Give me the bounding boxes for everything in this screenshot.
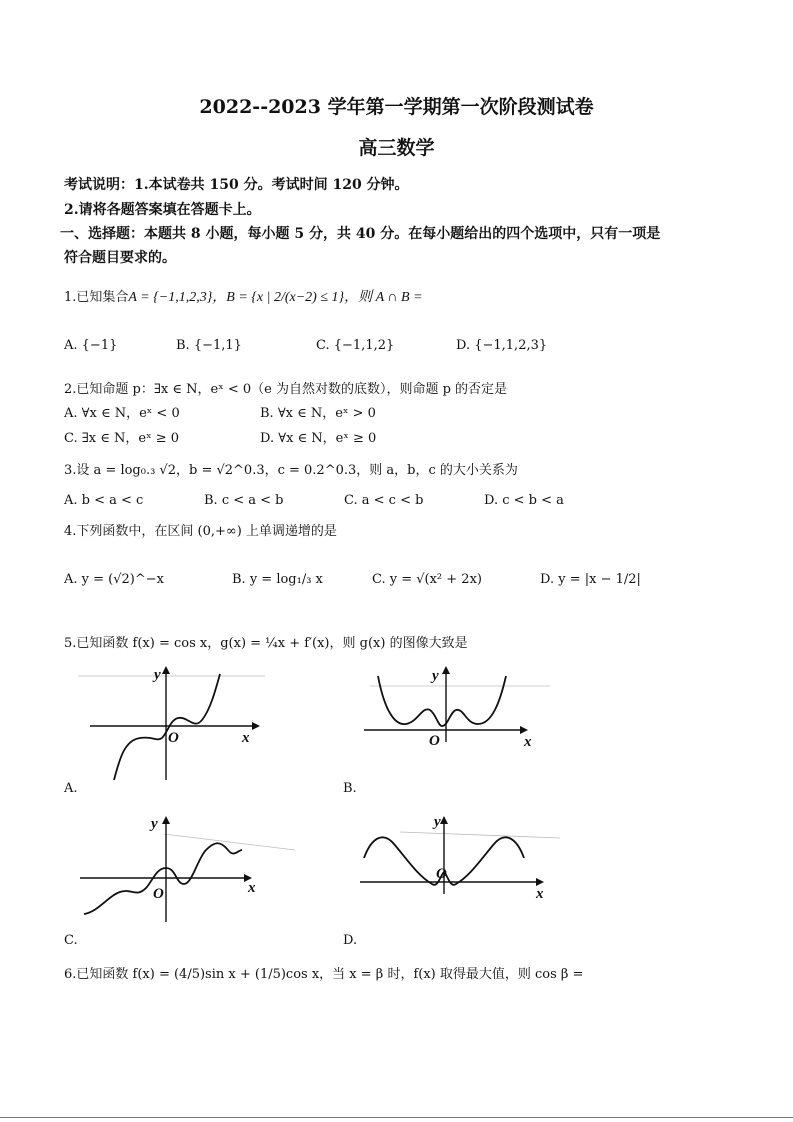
answer-instructions: 2.请将各题答案填在答题卡上。	[64, 202, 261, 218]
question-1-option-d[interactable]: D. {−1,1,2,3}	[456, 338, 548, 353]
graph-a-y-label: y	[154, 667, 161, 683]
question-4-option-d[interactable]: D. y = |x − 1/2|	[540, 572, 641, 587]
graph-d-x-arrow	[536, 878, 544, 886]
question-3-stem: 3.设 a = log₀.₃ √2，b = √2^0.3，c = 0.2^0.3，则 a，b，c 的大小关系为	[64, 463, 518, 478]
question-3-option-a[interactable]: A. b < a < c	[64, 493, 144, 508]
graph-c-y-label: y	[151, 816, 158, 832]
graph-a-label: A.	[64, 781, 78, 796]
graph-d-guide-line	[400, 832, 560, 838]
graph-b-y-arrow	[442, 666, 450, 674]
graph-c-origin-label: O	[153, 886, 164, 902]
exam-title: 2022--2023 学年第一学期第一次阶段测试卷	[199, 96, 594, 118]
question-3-option-b[interactable]: B. c < a < b	[204, 493, 284, 508]
question-3-option-c[interactable]: C. a < c < b	[344, 493, 424, 508]
question-3-option-d[interactable]: D. c < b < a	[484, 493, 564, 508]
question-1-prefix: 1.已知集合	[64, 290, 129, 305]
graph-b-y-label: y	[432, 668, 439, 684]
graph-b-origin-label: O	[429, 733, 440, 749]
graph-a[interactable]	[70, 662, 270, 782]
question-1-math: A = {−1,1,2,3}，B = {x | 2/(x−2) ≤ 1}，则 A ∩ B =	[128, 290, 423, 305]
graph-c-y-arrow	[162, 816, 170, 824]
graph-a-x-arrow	[252, 722, 260, 730]
graph-d-label: D.	[343, 933, 358, 948]
graph-c-guide-line	[164, 834, 295, 850]
graph-c-x-label: x	[248, 880, 256, 896]
question-1-option-a[interactable]: A. {−1}	[64, 338, 118, 353]
subject-title: 高三数学	[358, 137, 435, 159]
graph-b-curve	[378, 676, 506, 726]
graph-a-curve	[114, 674, 220, 780]
graph-d-origin-label: O	[436, 866, 447, 882]
graph-b-x-arrow	[520, 726, 528, 734]
graph-b-x-label: x	[524, 734, 532, 750]
exam-instructions: 考试说明：1.本试卷共 150 分。考试时间 120 分钟。	[64, 177, 409, 193]
section-heading: 一、选择题：本题共 8 小题，每小题 5 分，共 40 分。在每小题给出的四个选项中，只有一项是	[60, 226, 661, 242]
question-2-option-b[interactable]: B. ∀x ∈ N，eˣ > 0	[260, 406, 376, 421]
graph-d[interactable]	[360, 812, 560, 932]
question-4-option-a[interactable]: A. y = (√2)^−x	[64, 572, 164, 587]
graph-b-label: B.	[343, 781, 357, 796]
question-2-stem: 2.已知命题 p：∃x ∈ N，eˣ < 0（e 为自然对数的底数），则命题 p 的否定是	[64, 382, 508, 397]
graph-a-x-label: x	[242, 730, 250, 746]
question-1-stem	[64, 286, 423, 306]
question-4-option-b[interactable]: B. y = log₁/₃ x	[232, 572, 323, 587]
question-4-stem: 4.下列函数中，在区间 (0,+∞) 上单调递增的是	[64, 524, 337, 539]
question-2-option-d[interactable]: D. ∀x ∈ N，eˣ ≥ 0	[260, 431, 377, 446]
question-1-option-b[interactable]: B. {−1,1}	[176, 338, 242, 353]
graph-c-label: C.	[64, 933, 78, 948]
graph-d-y-arrow	[440, 816, 448, 824]
graph-d-y-label: y	[434, 814, 441, 830]
question-4-option-c[interactable]: C. y = √(x² + 2x)	[372, 572, 482, 587]
graph-a-origin-label: O	[168, 730, 179, 746]
question-2-option-c[interactable]: C. ∃x ∈ N，eˣ ≥ 0	[64, 431, 180, 446]
page-bottom-border	[0, 1117, 793, 1118]
graph-d-x-label: x	[536, 886, 544, 902]
question-6-stem: 6.已知函数 f(x) = (4/5)sin x + (1/5)cos x，当 x = β 时，f(x) 取得最大值，则 cos β =	[64, 967, 584, 982]
question-2-option-a[interactable]: A. ∀x ∈ N，eˣ < 0	[64, 406, 180, 421]
question-5-stem: 5.已知函数 f(x) = cos x，g(x) = ¼x + f′(x)，则 g(x) 的图像大致是	[64, 636, 468, 651]
question-1-option-c[interactable]: C. {−1,1,2}	[316, 338, 395, 353]
section-heading-cont: 符合题目要求的。	[64, 250, 176, 266]
graph-c[interactable]	[80, 812, 280, 932]
graph-a-y-arrow	[162, 666, 170, 674]
graph-b[interactable]	[360, 662, 560, 782]
